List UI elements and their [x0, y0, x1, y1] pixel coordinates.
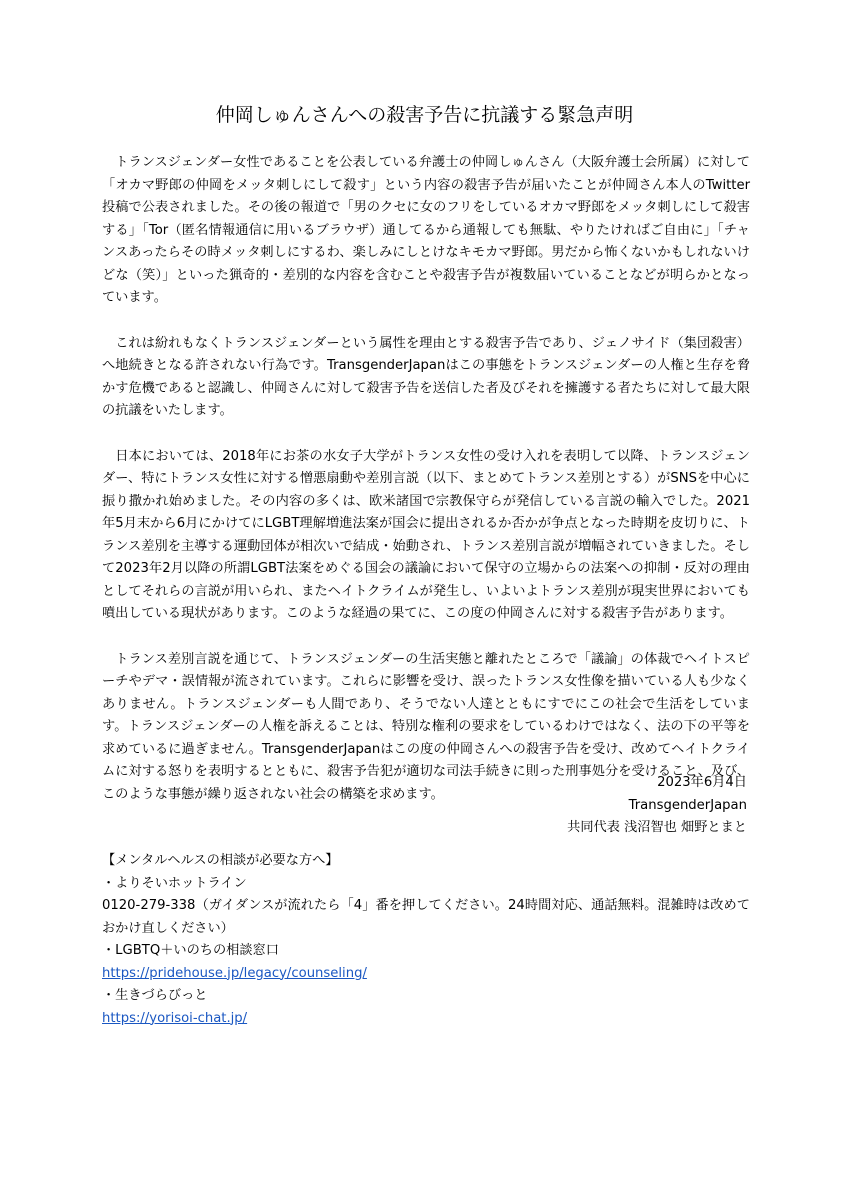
paragraph-2: これは紛れもなくトランスジェンダーという属性を理由とする殺害予告であり、ジェノサイド（集団殺害）へ地続きとなる許されない行為です。TransgenderJapanはこの事態をトランスジェンダーの人権と生存を脅かす危機であると認識し、仲岡さんに対して殺害予告を送信した者及びそれを擁護する者たちに対して最大限の抗議をいたします。	[102, 335, 750, 418]
resource-name-lgbtq-counseling: ・LGBTQ＋いのちの相談窓口	[102, 943, 279, 958]
link-yorisoi-chat[interactable]: https://yorisoi-chat.jp/	[102, 1010, 248, 1026]
resources-heading: 【メンタルヘルスの相談が必要な方へ】	[102, 853, 339, 868]
resource-name-ikizurabit: ・生きづらびっと	[102, 988, 208, 1003]
signature-block	[567, 772, 747, 840]
page-title: 仲岡しゅんさんへの殺害予告に抗議する緊急声明	[215, 104, 634, 126]
statement-date: 2023年6月4日	[657, 775, 747, 790]
organization-name: TransgenderJapan	[628, 797, 747, 813]
paragraph-4: トランス差別言説を通じて、トランスジェンダーの生活実態と離れたところで「議論」の体裁でヘイトスピーチやデマ・誤情報が流されています。これらに影響を受け、誤ったトランス女性像を描いている人も少なくありません。トランスジェンダーも人間であり、そうでない人達とともにすでにこの社会で生活をしています。トランスジェンダーの人権を訴えることは、特別な権利の要求をしているわけではなく、法の下の平等を求めているに過ぎません。TransgenderJapanはこの度の仲岡さんへの殺害予告を受け、改めてヘイトクライムに対する怒りを表明するとともに、殺害予告犯が適切な司法手続きに則った刑事処分を受けること、及び、このような事態が繰り返されない社会の構築を求めます。	[102, 651, 750, 802]
statement-body	[102, 152, 750, 829]
representatives: 共同代表 浅沼智也 畑野とまと	[567, 820, 747, 835]
paragraph-1: トランスジェンダー女性であることを公表している弁護士の仲岡しゅんさん（大阪弁護士会所属）に対して「オカマ野郎の仲岡をメッタ刺しにして殺す」という内容の殺害予告が届いたことが仲岡さん本人のTwitter投稿で公表されました。その後の報道で「男のクセに女のフリをしているオカマ野郎をメッタ刺しにして殺害する」「Tor（匿名情報通信に用いるブラウザ）通してるから通報しても無駄、やりたければご自由に」「チャンスあったらその時メッタ刺しにするわ、楽しみにしとけなキモカマ野郎。男だから怖くないかもしれないけどな（笑）」といった猟奇的・差別的な内容を含むことや殺害予告が複数届いていることなどが明らかとなっています。	[102, 155, 750, 305]
link-pridehouse-counseling[interactable]: https://pridehouse.jp/legacy/counseling/	[102, 965, 367, 981]
mental-health-resources	[102, 850, 750, 1030]
resource-detail-yorisoi-hotline: 0120-279-338（ガイダンスが流れたら「4」番を押してください。24時間対応、通話無料。混雑時は改めておかけ直しください）	[102, 898, 750, 936]
resource-name-yorisoi-hotline: ・よりそいホットライン	[102, 875, 247, 891]
paragraph-3: 日本においては、2018年にお茶の水女子大学がトランス女性の受け入れを表明して以降、トランスジェンダー、特にトランス女性に対する憎悪扇動や差別言説（以下、まとめてトランス差別とする）がSNSを中心に振り撒かれ始めました。その内容の多くは、欧米諸国で宗教保守らが発信している言説の輸入でした。2021年5月末から6月にかけてにLGBT理解増進法案が国会に提出されるか否かが争点となった時期を皮切りに、トランス差別を主導する運動団体が相次いで結成・始動され、トランス差別言説が増幅されていきました。そして2023年2月以降の所謂LGBT法案をめぐる国会の議論において保守の立場からの法案への抑制・反対の理由としてそれらの言説が用いられ、またヘイトクライムが発生し、いよいよトランス差別が現実世界においても噴出している現状があります。このような経過の果てに、この度の仲岡さんに対する殺害予告があります。	[102, 448, 750, 621]
